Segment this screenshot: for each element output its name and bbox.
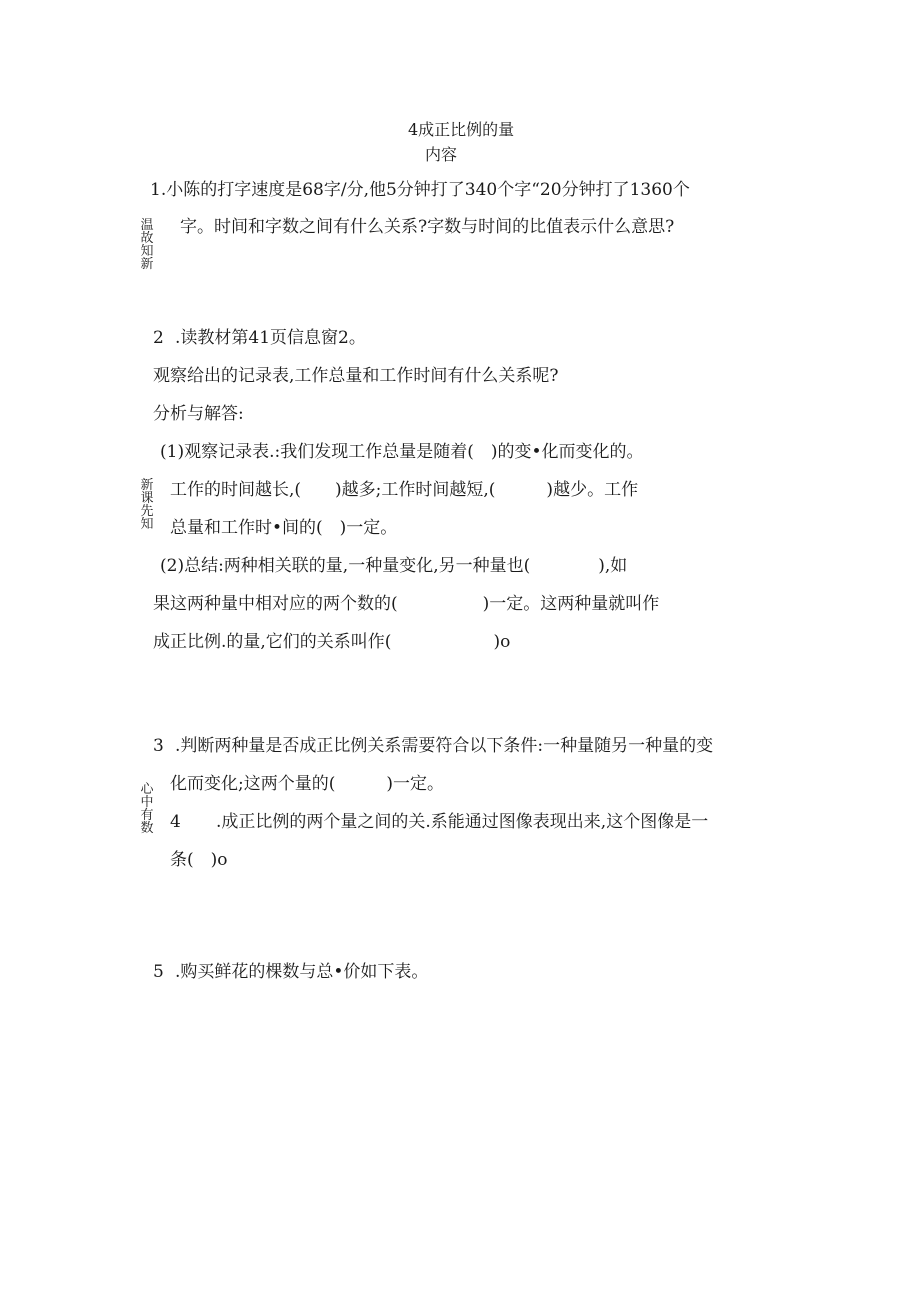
question-5-number: 5 — [153, 962, 164, 982]
question-2-part-1-line-1: (1)观察记录表.:我们发现工作总量是随着( )的变•化而变化的。 — [160, 442, 644, 462]
question-2-part-1-line-2: 工作的时间越长,( )越多;工作时间越短,( )越少。工作 — [170, 480, 639, 500]
question-2-part-1-line-3: 总量和工作时•间的( )一定。 — [170, 518, 398, 538]
question-2-part-2-line-1: (2)总结:两种相关联的量,一种量变化,另一种量也( ),如 — [160, 556, 628, 576]
question-5-line-1: .购买鲜花的棵数与总•价如下表。 — [175, 962, 429, 982]
question-3-number: 3 — [153, 736, 164, 756]
question-1-line-1: 1.小陈的打字速度是68字/分,他5分钟打了340个字“20分钟打了1360个 — [150, 180, 690, 200]
page-subtitle: 内容 — [425, 145, 458, 164]
question-4-line-1: .成正比例的两个量之间的关.系能通过图像表现出来,这个图像是一 — [216, 812, 709, 832]
question-2-number: 2 — [153, 328, 164, 348]
page-title: 4成正比例的量 — [408, 120, 515, 139]
question-2-part-2-line-3: 成正比例.的量,它们的关系叫作( )o — [153, 632, 511, 652]
question-2-line-3: 分析与解答: — [153, 404, 244, 424]
question-2-line-2: 观察给出的记录表,工作总量和工作时间有什么关系呢? — [153, 366, 559, 386]
question-2-part-2-line-2: 果这两种量中相对应的两个数的( )一定。这两种量就叫作 — [153, 594, 660, 614]
section-label-preview: 新课先知 — [140, 478, 154, 532]
question-4-number: 4 — [170, 812, 181, 832]
question-1-line-2: 字。时间和字数之间有什么关系?字数与时间的比值表示什么意思? — [180, 217, 675, 237]
question-2-line-1: .读教材第41页信息窗2。 — [175, 328, 366, 348]
question-4-line-2: 条( )o — [170, 850, 228, 870]
question-3-line-1: .判断两种量是否成正比例关系需要符合以下条件:一种量随另一种量的变 — [175, 736, 714, 756]
section-label-summary: 心中有数 — [140, 782, 154, 836]
question-3-line-2: 化而变化;这两个量的( )一定。 — [170, 774, 444, 794]
section-label-review: 温故知新 — [140, 218, 154, 272]
